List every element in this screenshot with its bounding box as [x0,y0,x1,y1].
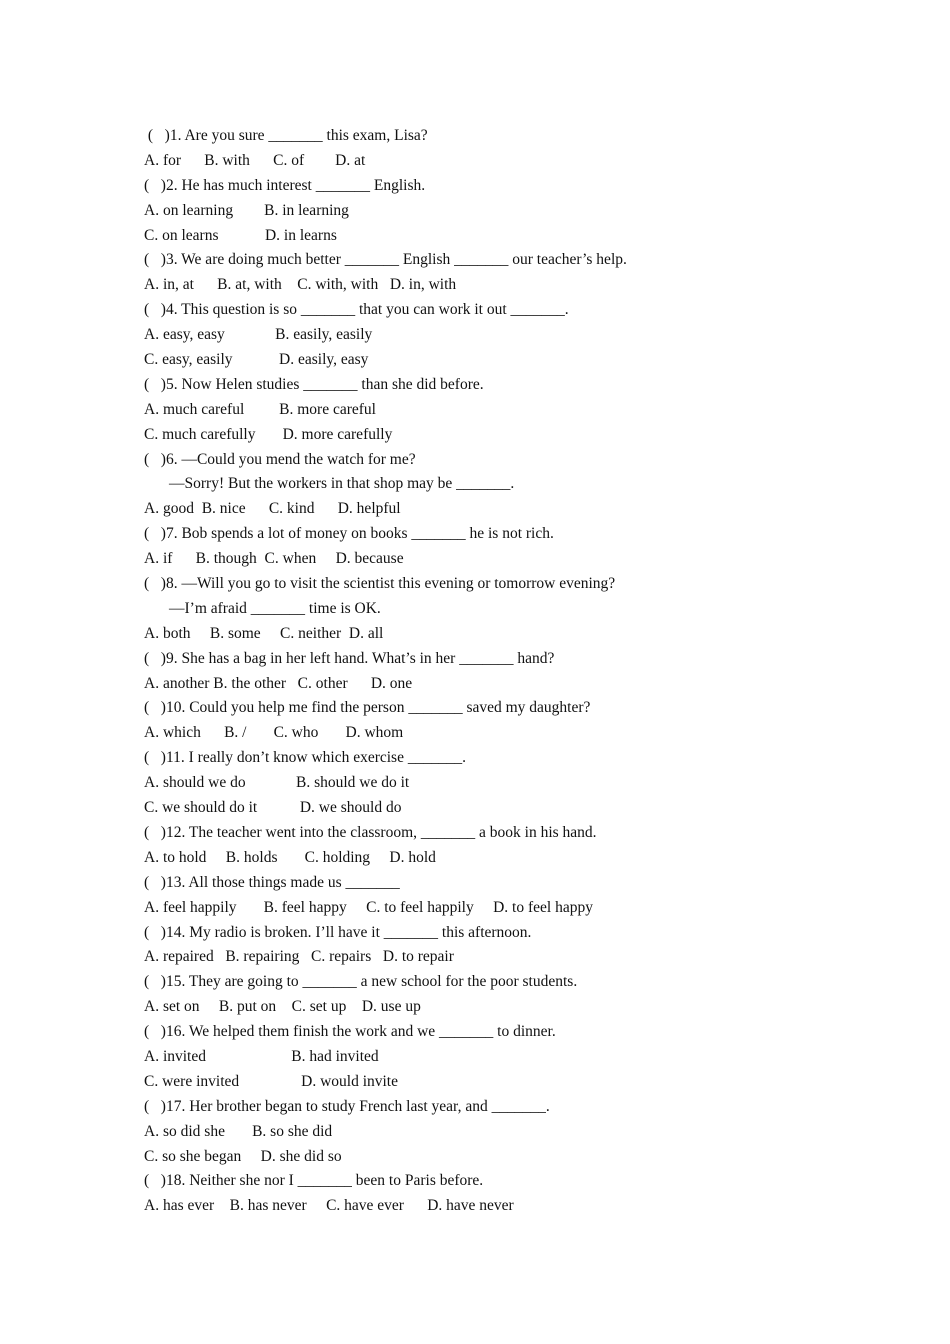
question-10-options: A. which B. / C. who D. whom [144,724,404,742]
question-14: ( )14. My radio is broken. I’ll have it _______ this afternoon. [144,923,532,941]
question-1-options: A. for B. with C. of D. at [144,151,366,169]
question-5-options-cd: C. much carefully D. more carefully [144,425,393,443]
question-14-options: A. repaired B. repairing C. repairs D. to repair [144,948,454,966]
question-4-options-ab: A. easy, easy B. easily, easily [144,326,373,344]
question-13-options: A. feel happily B. feel happy C. to feel happily D. to feel happy [144,898,593,916]
question-5: ( )5. Now Helen studies _______ than she did before. [144,375,484,393]
question-17: ( )17. Her brother began to study French last year, and _______. [144,1097,550,1115]
question-13: ( )13. All those things made us _______ [144,873,400,891]
question-8-options: A. both B. some C. neither D. all [144,624,384,642]
question-6: ( )6. —Could you mend the watch for me? [144,450,416,468]
question-2-options-cd: C. on learns D. in learns [144,226,337,244]
question-2: ( )2. He has much interest _______ English. [144,176,426,194]
question-16: ( )16. We helped them finish the work and we _______ to dinner. [144,1023,556,1041]
question-7-options: A. if B. though C. when D. because [144,550,404,568]
question-11-options-ab: A. should we do B. should we do it [144,774,410,792]
question-12-options: A. to hold B. holds C. holding D. hold [144,848,436,866]
question-6-reply: —Sorry! But the workers in that shop may be _______. [169,475,515,493]
question-3: ( )3. We are doing much better _______ English _______ our teacher’s help. [144,251,627,269]
question-7: ( )7. Bob spends a lot of money on books _______ he is not rich. [144,525,554,543]
question-16-options-cd: C. were invited D. would invite [144,1072,398,1090]
question-8: ( )8. —Will you go to visit the scientist this evening or tomorrow evening? [144,575,616,593]
question-18: ( )18. Neither she nor I _______ been to Paris before. [144,1172,484,1190]
question-16-options-ab: A. invited B. had invited [144,1047,379,1065]
question-5-options-ab: A. much careful B. more careful [144,400,376,418]
question-8-reply: —I’m afraid _______ time is OK. [169,599,381,617]
question-2-options-ab: A. on learning B. in learning [144,201,349,219]
question-17-options-ab: A. so did she B. so she did [144,1122,333,1140]
question-18-options: A. has ever B. has never C. have ever D. have never [144,1197,514,1215]
question-4-options-cd: C. easy, easily D. easily, easy [144,351,369,369]
question-3-options: A. in, at B. at, with C. with, with D. in, with [144,276,457,294]
question-9: ( )9. She has a bag in her left hand. What’s in her _______ hand? [144,649,555,667]
question-15-options: A. set on B. put on C. set up D. use up [144,998,421,1016]
exercise-sheet [144,124,844,1219]
question-11: ( )11. I really don’t know which exercise _______. [144,749,466,767]
question-17-options-cd: C. so she began D. she did so [144,1147,342,1165]
question-1: ( )1. Are you sure _______ this exam, Lisa? [144,127,428,144]
question-4: ( )4. This question is so _______ that you can work it out _______. [144,301,569,319]
question-11-options-cd: C. we should do it D. we should do [144,799,402,817]
question-10: ( )10. Could you help me find the person _______ saved my daughter? [144,699,591,717]
question-6-options: A. good B. nice C. kind D. helpful [144,500,401,518]
question-9-options: A. another B. the other C. other D. one [144,674,413,692]
question-12: ( )12. The teacher went into the classroom, _______ a book in his hand. [144,823,597,841]
question-15: ( )15. They are going to _______ a new school for the poor students. [144,973,578,991]
